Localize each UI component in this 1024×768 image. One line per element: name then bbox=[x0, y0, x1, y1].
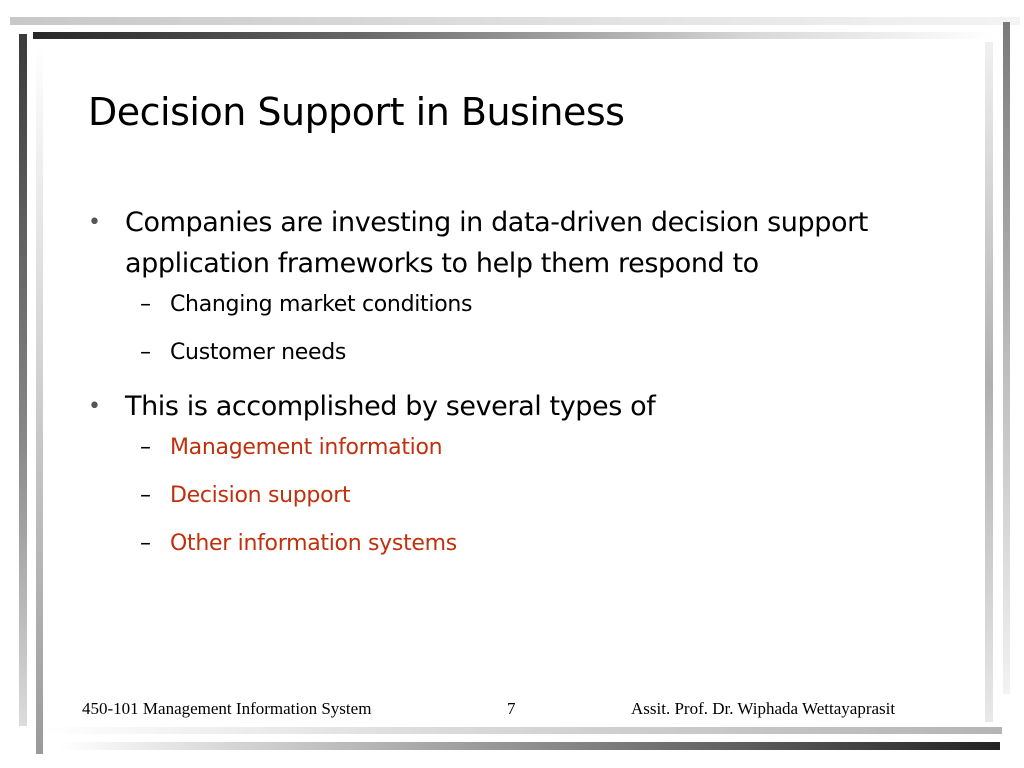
bullet-text: Companies are investing in data-driven decision support application frameworks to help them respond to bbox=[125, 207, 868, 279]
dash-icon: – bbox=[140, 531, 151, 556]
sub-bullet-text: Management information bbox=[170, 435, 443, 460]
footer-author: Assit. Prof. Dr. Wiphada Wettayaprasit bbox=[631, 699, 896, 718]
frame-bar-right-outer bbox=[1003, 22, 1010, 694]
sub-bullet-item bbox=[88, 433, 958, 463]
frame-bar-left-inner bbox=[36, 42, 43, 754]
frame-bar-bottom-inner bbox=[44, 727, 1002, 734]
dash-icon: – bbox=[140, 340, 151, 365]
sub-bullet-item bbox=[88, 481, 958, 511]
slide-title: Decision Support in Business bbox=[88, 90, 625, 134]
frame-bar-bottom-outer bbox=[60, 742, 1000, 750]
bullet-text: This is accomplished by several types of bbox=[125, 391, 656, 422]
sub-bullet-text: Customer needs bbox=[170, 340, 347, 365]
bullet-dot-icon: • bbox=[88, 394, 101, 419]
frame-bar-right-inner bbox=[985, 42, 993, 722]
sub-bullet-item bbox=[88, 529, 958, 559]
bullet-item bbox=[88, 386, 958, 427]
footer-page-number: 7 bbox=[507, 699, 516, 718]
footer-course: 450-101 Management Information System bbox=[82, 699, 372, 718]
frame-bar-top-inner bbox=[33, 32, 993, 39]
sub-bullet-text: Decision support bbox=[170, 483, 351, 508]
slide-body bbox=[88, 202, 958, 577]
sub-bullet-text: Changing market conditions bbox=[170, 292, 473, 317]
sub-bullet-text: Other information systems bbox=[170, 531, 457, 556]
dash-icon: – bbox=[140, 435, 151, 460]
frame-bar-left-outer bbox=[19, 34, 27, 726]
sub-bullet-item bbox=[88, 290, 958, 320]
bullet-item bbox=[88, 202, 958, 284]
dash-icon: – bbox=[140, 292, 151, 317]
dash-icon: – bbox=[140, 483, 151, 508]
bullet-dot-icon: • bbox=[88, 210, 101, 235]
frame-bar-top-outer bbox=[10, 17, 1020, 25]
sub-bullet-item bbox=[88, 338, 958, 368]
